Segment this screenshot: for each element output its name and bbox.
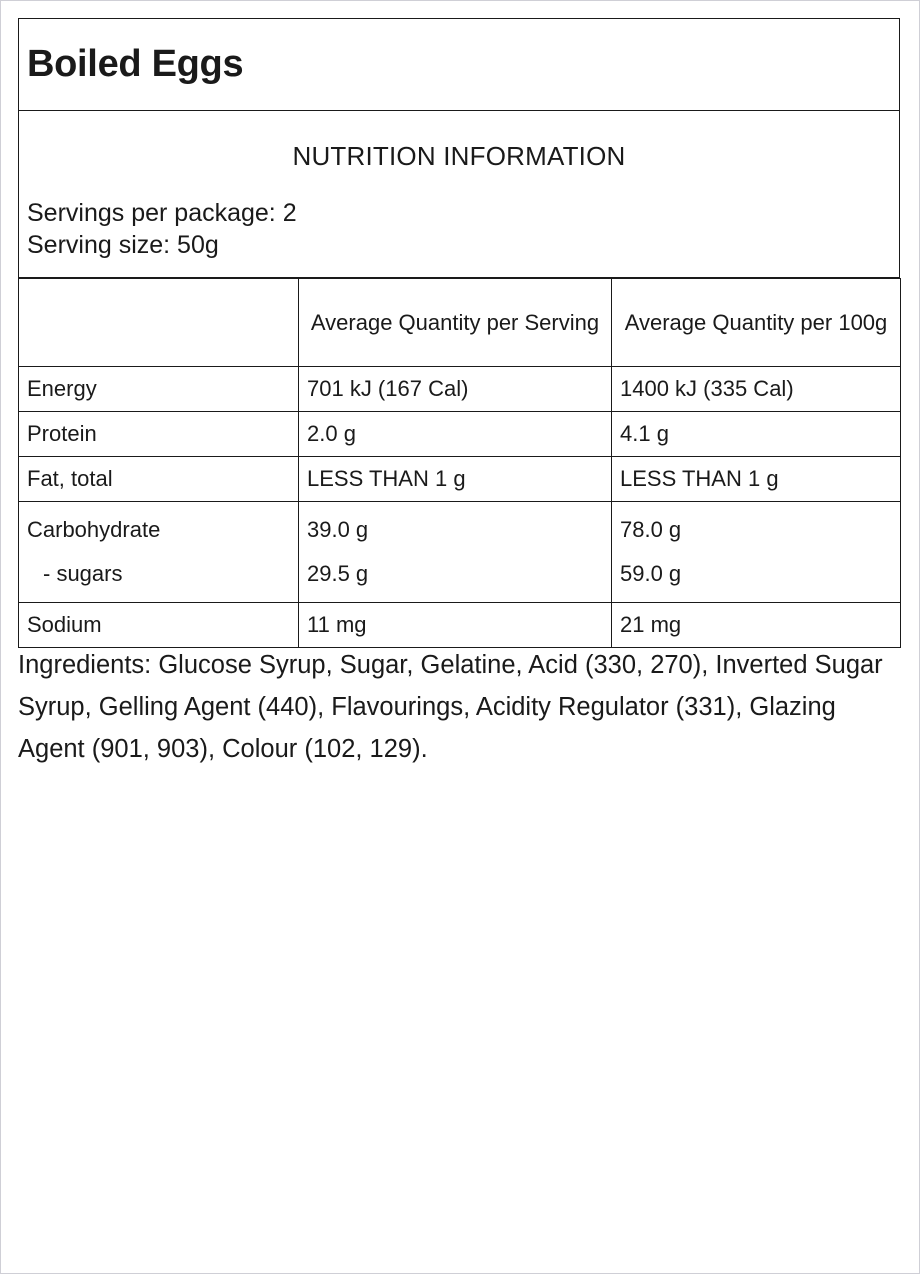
sub-per-serving-value: 29.5 g	[307, 561, 369, 586]
serving-details	[27, 197, 297, 261]
product-title: Boiled Eggs	[27, 43, 244, 85]
per-100g-value: 78.0 g	[620, 517, 682, 542]
nutrition-label	[18, 18, 900, 648]
per-100g-value: 1400 kJ (335 Cal)	[612, 367, 901, 412]
per-serving-value: 2.0 g	[299, 412, 612, 457]
column-header	[19, 279, 299, 367]
table-row-protein	[19, 412, 901, 457]
table-header-row	[19, 279, 901, 367]
per-serving-cell	[299, 502, 612, 603]
serving-size: Serving size: 50g	[27, 231, 219, 259]
per-100g-value: 4.1 g	[612, 412, 901, 457]
nutrient-label: Sodium	[19, 603, 299, 648]
nutrition-table	[18, 278, 901, 648]
per-100g-cell	[612, 502, 901, 603]
nutrient-label-cell	[19, 502, 299, 603]
table-row-energy	[19, 367, 901, 412]
table-row-carbohydrate	[19, 502, 901, 603]
column-header-per-serving: Average Quantity per Serving	[299, 279, 612, 367]
nutrient-label: Fat, total	[19, 457, 299, 502]
product-title-box	[18, 18, 900, 111]
nutrition-info-box	[18, 111, 900, 278]
nutrient-label: Energy	[19, 367, 299, 412]
servings-per-package: Servings per package: 2	[27, 199, 297, 227]
sub-nutrient-label: - sugars	[43, 561, 123, 586]
table-row-sodium	[19, 603, 901, 648]
column-header-per-100g: Average Quantity per 100g	[612, 279, 901, 367]
nutrient-label: Protein	[19, 412, 299, 457]
sub-per-100g-value: 59.0 g	[620, 561, 682, 586]
per-100g-value: 21 mg	[612, 603, 901, 648]
per-serving-value: 701 kJ (167 Cal)	[299, 367, 612, 412]
per-serving-value: 11 mg	[299, 603, 612, 648]
per-100g-value: LESS THAN 1 g	[612, 457, 901, 502]
ingredients-text: Ingredients: Glucose Syrup, Sugar, Gelatine, Acid (330, 270), Inverted Sugar Syrup, Gelling Agent (440), Flavourings, Acidity Regulator (331), Glazing Agent (901, 903), Colour (102, 129).	[18, 651, 883, 763]
per-serving-value: 39.0 g	[307, 517, 369, 542]
per-serving-value: LESS THAN 1 g	[299, 457, 612, 502]
table-row-fat	[19, 457, 901, 502]
nutrient-label: Carbohydrate	[27, 517, 161, 542]
nutrition-heading: NUTRITION INFORMATION	[292, 141, 626, 171]
